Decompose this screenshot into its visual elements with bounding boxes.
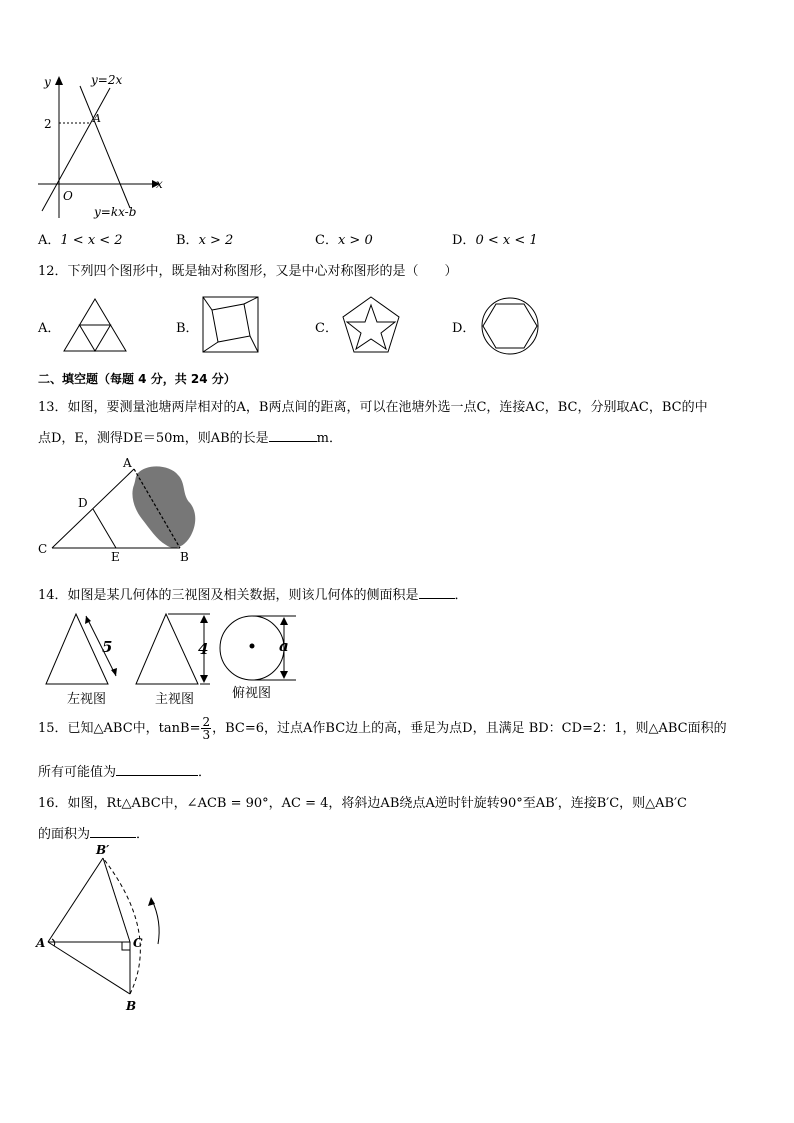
q16-point-b-label: B (126, 999, 137, 1013)
q12-option-a-label[interactable]: A． (38, 321, 61, 336)
q12-option-b-square-figure (202, 296, 260, 354)
q11-option-c[interactable]: C．x > 0 (315, 233, 373, 248)
q13-point-e-label: E (111, 550, 120, 564)
q13-point-a-label: A (123, 456, 132, 470)
q12-option-c-label[interactable]: C． (315, 321, 338, 336)
q12-option-d-circle-hexagon-figure (479, 296, 541, 356)
q11-option-d-text: 0 < x < 1 (475, 233, 538, 248)
q16-rotation-figure (30, 842, 180, 1017)
q15-line1: 15．已知△ABC中，tanB= $\frac{2}{3}$ ，BC=6，过点A作BC边上的高，垂足为点D，且满足 BD：CD=2：1，则△ABC面积的 (38, 715, 727, 742)
q13-line2: 点D，E，测得DE＝50m，则AB的长是 m． (38, 431, 342, 446)
q16-point-a-label: A (36, 936, 46, 950)
q16-line2: 的面积为 ． (38, 827, 150, 842)
q12-stem: 12．下列四个图形中，既是轴对称图形，又是中心对称图形的是（ ） (38, 264, 458, 279)
q14-front-view-caption: 主视图 (155, 692, 195, 707)
q13-line1: 13．如图，要测量池塘两岸相对的A，B两点间的距离，可以在池塘外选一点C，连接AC，BC，分别取AC，BC的中 (38, 400, 708, 415)
q11-point-a-label: A (93, 112, 101, 125)
q11-graph-figure (30, 68, 180, 228)
q13-point-b-label: B (180, 550, 189, 564)
q14-slant-label: 5 (102, 638, 113, 656)
q12-option-a-triangle-figure (62, 297, 128, 353)
q14-answer-blank[interactable] (419, 586, 455, 599)
q13-point-d-label: D (78, 496, 88, 510)
q11-x-axis-label: x (156, 177, 163, 191)
q16-point-b-prime-label: B′ (96, 843, 110, 857)
q13-pond-figure (30, 455, 210, 570)
q13-point-c-label: C (38, 542, 48, 556)
q12-option-b-label[interactable]: B． (176, 321, 199, 336)
q14-height-label: 4 (198, 640, 209, 658)
q11-y-tick-label: 2 (44, 117, 52, 131)
q11-line2-label: y=kx-b (94, 205, 137, 219)
section-heading: 二、填空题（每题 4 分，共 24 分） (38, 372, 236, 386)
q12-option-c-star-pentagon-figure (340, 295, 402, 355)
q11-option-a-text: 1 < x < 2 (60, 233, 123, 248)
q11-y-axis-label: y (44, 75, 51, 89)
q11-origin-label: O (63, 189, 73, 203)
q14-top-view-caption: 俯视图 (232, 686, 272, 701)
q16-line1: 16．如图，Rt△ABC中，∠ACB = 90°，AC = 4，将斜边AB绕点A逆时针旋转90°至AB′，连接B′C，则△AB′C (38, 796, 687, 811)
q14-diameter-label: a (279, 637, 289, 655)
q14-left-view-caption: 左视图 (67, 692, 107, 707)
q15-answer-blank[interactable] (116, 763, 198, 776)
q11-option-c-text: x > 0 (337, 233, 373, 248)
q11-option-a[interactable]: A．1 < x < 2 (38, 233, 123, 248)
q11-option-b[interactable]: B．x > 2 (176, 233, 234, 248)
q11-option-d[interactable]: D．0 < x < 1 (452, 233, 538, 248)
q12-option-d-label[interactable]: D． (452, 321, 476, 336)
q14-three-views-figure (40, 608, 300, 688)
q15-fraction: $\frac{2}{3}$ (202, 715, 211, 742)
q11-option-b-text: x > 2 (198, 233, 234, 248)
q11-line1-label: y=2x (91, 73, 123, 87)
q13-answer-blank[interactable] (269, 429, 317, 442)
q16-answer-blank[interactable] (90, 825, 136, 838)
q15-line2: 所有可能值为 ． (38, 765, 212, 780)
q16-point-c-label: C (133, 936, 143, 950)
q14-stem: 14．如图是某几何体的三视图及相关数据，则该几何体的侧面积是 ． (38, 588, 468, 603)
